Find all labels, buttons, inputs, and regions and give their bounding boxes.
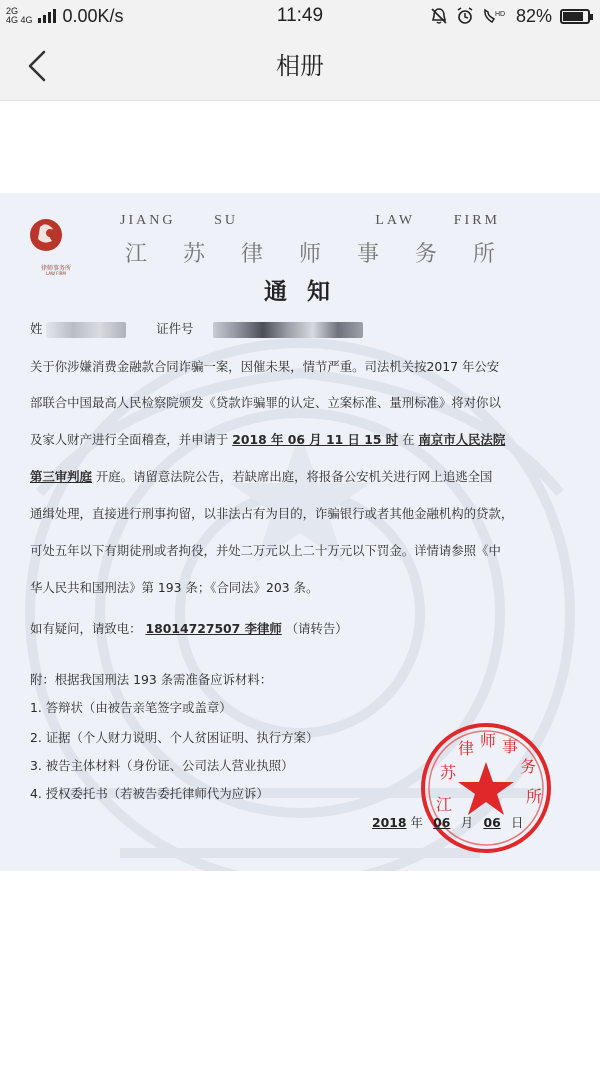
text-fragment: 及家人财产进行全面稽查，并申请于 (30, 432, 229, 447)
text-fragment: （请转告） (285, 621, 348, 636)
paragraph-line (30, 467, 492, 485)
battery-percent: 82% (515, 5, 552, 26)
firm-cn-char: 律 (240, 242, 263, 267)
alarm-icon (456, 7, 474, 25)
notice-title: 通 知 (263, 279, 336, 305)
firm-cn-char: 苏 (182, 242, 205, 267)
contact-phone: 18014727507 李律师 (145, 621, 282, 636)
network-bottom: 4G 4G (6, 15, 33, 25)
paragraph-line: 部联合中国最高人民检察院颁发《贷款诈骗罪的认定、立案标准、量刑标准》将对你以 (30, 395, 501, 410)
date-unit: 年 (410, 815, 423, 830)
firm-cn-char: 务 (414, 242, 437, 267)
network-speed: 0.00K/s (62, 5, 124, 26)
firm-en-word: SU (214, 213, 239, 228)
date-unit: 月 (460, 815, 474, 830)
court-room: 第三审判庭 (30, 469, 92, 484)
firm-en-word: LAW (375, 213, 416, 228)
date-day: 06 (483, 815, 501, 830)
mute-icon (430, 7, 448, 25)
page-title: 相册 (276, 52, 324, 80)
hearing-date: 2018 年 06 月 11 日 15 时 (232, 432, 399, 447)
attachment-item: 1. 答辩状（由被告亲笔签字或盖章） (30, 700, 232, 715)
id-label: 证件号 (156, 321, 194, 336)
status-right (430, 0, 590, 32)
firm-name-chinese (125, 237, 495, 268)
attachment-item: 4. 授权委托书（若被告委托律师代为应诉） (30, 786, 269, 801)
recipient-line (30, 319, 363, 338)
name-label: 姓 (30, 321, 43, 336)
court-name: 南京市人民法院 (418, 432, 506, 447)
contact-line (30, 619, 348, 637)
firm-en-word: FIRM (453, 213, 500, 228)
attachment-item: 3. 被告主体材料（身份证、公司法人营业执照） (30, 758, 294, 773)
paragraph-line: 通缉处理，直接进行刑事拘留，以非法占有为目的，诈骗银行或者其他金融机构的贷款， (30, 506, 514, 521)
attachment-item: 2. 证据（个人财力说明、个人贫困证明、执行方案） (30, 730, 319, 745)
firm-cn-char: 师 (298, 242, 321, 267)
logo-subtext: LAW FIRM (46, 271, 66, 276)
firm-cn-char: 事 (356, 242, 379, 267)
official-seal (418, 720, 554, 856)
svg-text:HD: HD (494, 11, 506, 18)
attachment-title: 附：根据我国刑法 193 条需准备应诉材料： (30, 672, 273, 687)
date-month: 06 (433, 815, 451, 830)
text-fragment: 如有疑问，请致电： (30, 621, 142, 636)
hd-call-icon (482, 7, 508, 25)
document-image[interactable] (0, 193, 600, 871)
firm-en-word: JIANG (120, 213, 176, 228)
firm-name-english (120, 213, 500, 229)
redacted-name (46, 322, 126, 338)
scales-icon (26, 211, 86, 261)
paragraph-line: 华人民共和国刑法》第 193 条；《合同法》203 条。 (30, 580, 319, 595)
battery-icon (560, 9, 590, 24)
firm-cn-char: 江 (125, 242, 148, 267)
redacted-id (213, 322, 363, 338)
text-fragment: 开庭。请留意法院公告，若缺席出庭，将报备公安机关进行网上追逃全国 (95, 469, 493, 484)
logo-text: 律师事务所 (40, 265, 71, 272)
paragraph-line (30, 430, 505, 448)
issue-date (372, 813, 523, 831)
network-top: 2G (6, 6, 19, 16)
status-bar (0, 0, 600, 32)
text-fragment: 在 (402, 432, 415, 447)
firm-cn-char: 所 (472, 242, 495, 267)
paragraph-line: 可处五年以下有期徒刑或者拘役，并处二万元以上二十万元以下罚金。详情请参照《中 (30, 543, 501, 558)
svg-text:江苏律 师事务所: 江苏律 师 事务所 (436, 731, 543, 814)
law-firm-logo (26, 211, 86, 276)
status-time: 11:49 (276, 5, 324, 26)
date-unit: 日 (511, 815, 524, 830)
battery-level-fill (563, 12, 583, 21)
paragraph-line: 关于你涉嫌消费金融款合同诈骗一案，因催未果，情节严重。司法机关按2017 年公安 (30, 359, 500, 374)
nav-bar (0, 32, 600, 101)
date-year: 2018 (372, 815, 407, 830)
